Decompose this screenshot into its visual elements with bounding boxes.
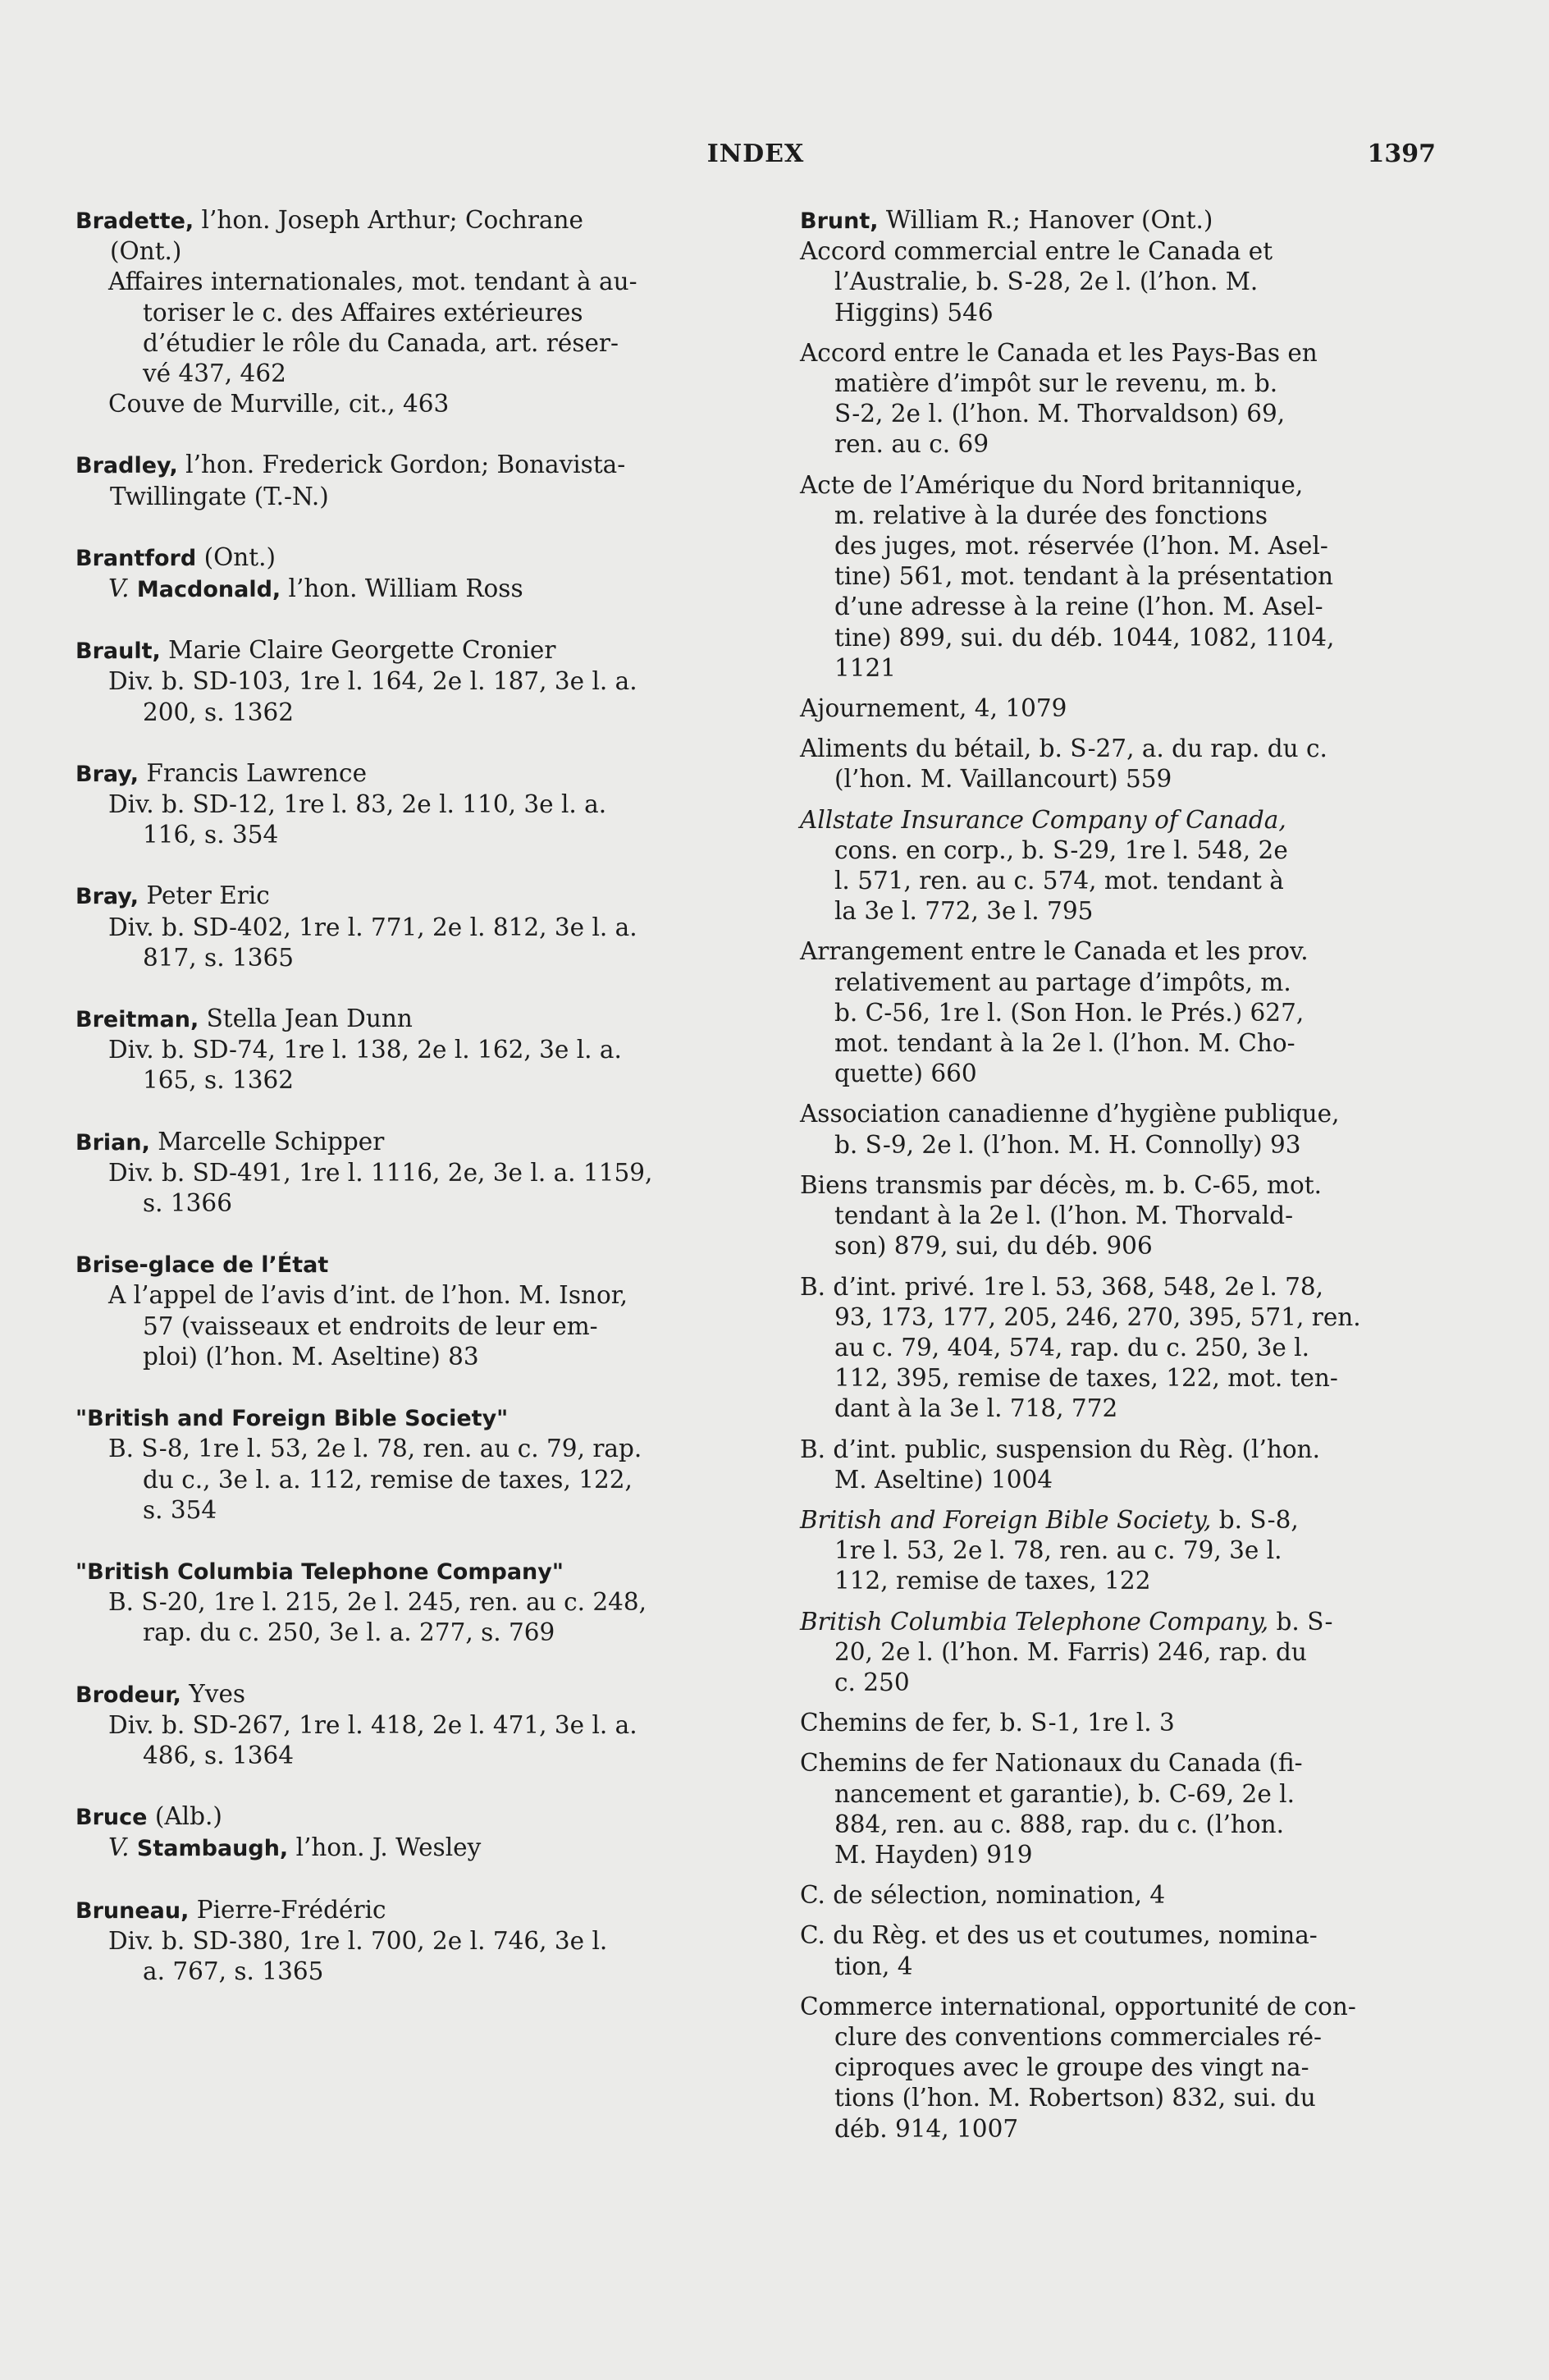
entry-subitem — [800, 1272, 1436, 1425]
see-reference-name: Stambaugh, — [136, 1836, 289, 1862]
entry-subitem-line: Div. b. SD-402, 1re l. 771, 2e l. 812, 3e l. a. — [108, 913, 637, 941]
entry-subitem-line: Chemins de fer, b. S-1, 1re l. 3 — [800, 1709, 1175, 1737]
entry-subitem-line: 1121 — [834, 653, 897, 682]
entry-subitem-line: 486, s. 1364 — [143, 1741, 295, 1769]
entry-subitem-line: toriser le c. des Affaires extérieures — [143, 298, 583, 327]
entry-subitem-line: nancement et garantie), b. C-69, 2e l. — [834, 1779, 1295, 1808]
entry-subitem-line: A l’appel de l’avis d’int. de l’hon. M. Isnor, — [108, 1281, 628, 1310]
entry-subitem — [800, 236, 1436, 328]
entry-subitem-line: 112, 395, remise de taxes, 122, mot. ten- — [834, 1364, 1338, 1393]
entry-subitem-line: s. 354 — [143, 1495, 217, 1524]
entry-subitem-line: Chemins de fer Nationaux du Canada (fi- — [800, 1749, 1303, 1778]
entry-keyword: Breitman, — [75, 1007, 199, 1033]
entry-heading-continuation: (Ont.) — [110, 237, 182, 266]
entry-subitem-line: B. d’int. public, suspension du Règ. (l’hon. — [800, 1435, 1321, 1463]
entry-keyword: Brault, — [75, 638, 161, 665]
entry-subitem — [108, 1833, 748, 1864]
entry-keyword: Brodeur, — [75, 1682, 181, 1708]
entry-heading — [75, 1556, 748, 1587]
entry-subitem-line: dant à la 3e l. 718, 772 — [834, 1394, 1118, 1423]
entry-keyword: "British and Foreign Bible Society" — [75, 1406, 509, 1432]
entry-subitem — [800, 1099, 1436, 1160]
index-entry — [75, 1403, 748, 1526]
entry-subitem-line — [800, 1505, 1436, 1536]
entry-subitem — [108, 1926, 748, 1987]
page-title: INDEX — [706, 140, 805, 168]
entry-subitem-line: ren. au c. 69 — [834, 430, 989, 459]
company-name: British and Foreign Bible Society, — [800, 1505, 1212, 1534]
entry-subitem-line: Commerce international, opportunité de con- — [800, 1992, 1356, 2021]
entry-subitem-line: Div. b. SD-103, 1re l. 164, 2e l. 187, 3e l. a. — [108, 667, 637, 696]
see-reference: V. — [108, 1833, 137, 1862]
entry-subitem-line: m. relative à la durée des fonctions — [834, 501, 1268, 529]
entry-subitem — [108, 1710, 748, 1771]
entry-heading-text: l’hon. Frederick Gordon; Bonavista- — [177, 451, 626, 479]
index-entry — [75, 1679, 748, 1772]
entry-subitem — [800, 1170, 1436, 1262]
entry-subitem — [800, 1505, 1436, 1597]
entry-heading-text: l’hon. Joseph Arthur; Cochrane — [194, 206, 583, 234]
entry-subitem-line: cons. en corp., b. S-29, 1re l. 548, 2e — [834, 835, 1288, 864]
entry-heading-text: (Alb.) — [147, 1802, 222, 1831]
entry-subitem-line: Couve de Murville, cit., 463 — [108, 390, 450, 419]
index-entry — [75, 1895, 748, 1988]
entry-subitem — [108, 1158, 748, 1219]
entry-subitem-line: d’étudier le rôle du Canada, art. réser- — [143, 328, 619, 357]
entry-subitem-line: 93, 173, 177, 205, 246, 270, 395, 571, ren. — [834, 1302, 1361, 1331]
entry-subitem-line: matière d’impôt sur le revenu, m. b. — [834, 369, 1278, 398]
entry-heading — [800, 205, 1436, 236]
see-reference-text: l’hon. J. Wesley — [288, 1833, 482, 1862]
index-entry — [75, 450, 748, 511]
entry-subitem-line: ciproques avec le groupe des vingt na- — [834, 2053, 1309, 2082]
entry-subitem-line: M. Hayden) 919 — [834, 1840, 1033, 1869]
entry-subitem-line — [108, 1833, 748, 1864]
entry-subitem-line: Biens transmis par décès, m. b. C-65, mot. — [800, 1170, 1323, 1199]
entry-keyword: Brantford — [75, 545, 197, 571]
entry-subitem-line: Association canadienne d’hygiène publique, — [800, 1100, 1340, 1128]
entry-subitem — [800, 1607, 1436, 1699]
entry-subitem-line: mot. tendant à la 2e l. (l’hon. M. Cho- — [834, 1029, 1295, 1058]
entry-heading — [75, 450, 748, 481]
index-entry — [75, 205, 748, 419]
entry-heading-continuation: Twillingate (T.-N.) — [110, 482, 329, 510]
entry-subitem-line: Higgins) 546 — [834, 298, 994, 327]
entry-keyword: Brise-glace de l’État — [75, 1252, 329, 1279]
entry-subitem — [800, 936, 1436, 1089]
entry-subitem-line: déb. 914, 1007 — [834, 2114, 1019, 2143]
company-name: Allstate Insurance Company of Canada, — [800, 805, 1286, 834]
entry-keyword: Bruneau, — [75, 1897, 190, 1924]
entry-heading — [75, 1403, 748, 1434]
entry-subitem-line: Acte de l’Amérique du Nord britannique, — [800, 470, 1304, 499]
entry-subitem-line: quette) 660 — [834, 1060, 977, 1088]
entry-subitem-line: B. d’int. privé. 1re l. 53, 368, 548, 2e l. 78, — [800, 1272, 1324, 1301]
entry-subitem-line: relativement au partage d’impôts, m. — [834, 968, 1291, 996]
entry-subitem — [800, 1435, 1436, 1495]
index-entry — [75, 1127, 748, 1220]
entry-heading-text: (Ont.) — [196, 542, 276, 571]
left-column — [75, 205, 748, 2017]
entry-subitem-line: 20, 2e l. (l’hon. M. Farris) 246, rap. du — [834, 1637, 1307, 1666]
entry-heading-text: Peter Eric — [139, 881, 270, 910]
entry-heading-text: William R.; Hanover (Ont.) — [878, 206, 1213, 234]
entry-subitem-line: s. 1366 — [143, 1189, 232, 1218]
index-entry — [75, 881, 748, 973]
entry-subitem — [108, 389, 748, 419]
entry-heading-text: Pierre-Frédéric — [189, 1895, 386, 1924]
entry-subitem-line: tion, 4 — [834, 1952, 913, 1980]
right-column — [800, 205, 1436, 2154]
entry-keyword: Bradley, — [75, 453, 178, 479]
entry-subitem-line: tions (l’hon. M. Robertson) 832, sui. du — [834, 2084, 1316, 2112]
entry-subitem-line: 165, s. 1362 — [143, 1066, 295, 1095]
entry-subitem-line: son) 879, sui, du déb. 906 — [834, 1232, 1153, 1261]
entry-subitem — [800, 1992, 1436, 2144]
entry-subitem-line: 884, ren. au c. 888, rap. du c. (l’hon. — [834, 1810, 1284, 1838]
entry-subitem — [800, 693, 1436, 724]
entry-subitem-line: d’une adresse à la reine (l’hon. M. Asel- — [834, 593, 1323, 621]
entry-subitem-line: Affaires internationales, mot. tendant à au- — [108, 268, 637, 296]
entry-subitem-line: 200, s. 1362 — [143, 698, 295, 726]
entry-keyword: Brunt, — [800, 208, 879, 234]
entry-subitem — [800, 1708, 1436, 1738]
entry-subitem-line: Div. b. SD-12, 1re l. 83, 2e l. 110, 3e l. a. — [108, 790, 607, 819]
entry-subitem-line: a. 767, s. 1365 — [143, 1957, 324, 1985]
entry-heading — [75, 542, 748, 574]
entry-heading — [75, 1895, 748, 1926]
entry-subitem — [108, 1035, 748, 1096]
entry-subitem-line: 1re l. 53, 2e l. 78, ren. au c. 79, 3e l. — [834, 1536, 1282, 1565]
entry-heading — [75, 205, 748, 236]
entry-subitem-line: C. de sélection, nomination, 4 — [800, 1881, 1166, 1910]
entry-heading-text: Francis Lawrence — [139, 758, 368, 787]
page-number: 1397 — [1367, 140, 1436, 168]
index-entry — [75, 635, 748, 728]
entry-subitem-line: Accord entre le Canada et les Pays-Bas en — [800, 338, 1318, 367]
entry-subitem-line: rap. du c. 250, 3e l. a. 277, s. 769 — [143, 1618, 555, 1647]
entry-subitem — [800, 338, 1436, 460]
see-reference-name: Macdonald, — [136, 577, 281, 603]
entry-subitem — [108, 790, 748, 850]
entry-heading — [75, 758, 748, 790]
entry-subitem-line: 57 (vaisseaux et endroits de leur em- — [143, 1311, 598, 1340]
entry-subitem-line: B. S-20, 1re l. 215, 2e l. 245, ren. au c. 248, — [108, 1588, 647, 1617]
index-entry — [75, 542, 748, 605]
subitem-text: b. S-8, — [1211, 1505, 1299, 1534]
entry-subitem-line: clure des conventions commerciales ré- — [834, 2022, 1322, 2051]
entry-subitem — [800, 805, 1436, 927]
entry-subitem-line: Div. b. SD-267, 1re l. 418, 2e l. 471, 3e l. a. — [108, 1710, 637, 1739]
entry-heading — [75, 635, 748, 666]
entry-subitem-line — [800, 805, 1436, 835]
entry-subitem-line: B. S-8, 1re l. 53, 2e l. 78, ren. au c. 79, rap. — [108, 1435, 642, 1463]
entry-subitem-line: 817, s. 1365 — [143, 943, 295, 972]
entry-keyword: Bray, — [75, 884, 139, 910]
index-entry — [75, 758, 748, 851]
entry-subitem-line: Div. b. SD-74, 1re l. 138, 2e l. 162, 3e l. a. — [108, 1036, 622, 1064]
entry-subitem-line: S-2, 2e l. (l’hon. M. Thorvaldson) 69, — [834, 400, 1286, 428]
entry-subitem-line: tendant à la 2e l. (l’hon. M. Thorvald- — [834, 1201, 1294, 1230]
entry-subitem — [108, 267, 748, 389]
entry-subitem-line: l’Australie, b. S-28, 2e l. (l’hon. M. — [834, 268, 1259, 296]
entry-subitem-line — [800, 1607, 1436, 1637]
company-name: British Columbia Telephone Company, — [800, 1607, 1269, 1636]
entry-heading — [75, 881, 748, 912]
page-header — [75, 140, 1436, 181]
subitem-text: b. S- — [1268, 1607, 1333, 1636]
entry-keyword: Bradette, — [75, 208, 194, 234]
entry-subitem — [800, 734, 1436, 794]
entry-subitem-line: c. 250 — [834, 1668, 910, 1696]
index-entry — [75, 1556, 748, 1649]
entry-subitem-line: ploi) (l’hon. M. Aseltine) 83 — [143, 1342, 479, 1371]
entry-subitem-line: Arrangement entre le Canada et les prov. — [800, 937, 1309, 966]
entry-subitem-line: Div. b. SD-380, 1re l. 700, 2e l. 746, 3e l. — [108, 1926, 608, 1955]
entry-subitem — [800, 470, 1436, 684]
entry-subitem — [800, 1920, 1436, 1981]
entry-keyword: Brian, — [75, 1129, 150, 1156]
entry-subitem-line: tine) 561, mot. tendant à la présentation — [834, 562, 1333, 591]
entry-subitem — [108, 1587, 748, 1648]
entry-subitem-line: 116, s. 354 — [143, 821, 279, 849]
index-entry — [75, 1004, 748, 1096]
entry-subitem — [108, 574, 748, 605]
entry-subitem — [108, 913, 748, 973]
see-reference: V. — [108, 574, 137, 603]
entry-subitem-line: du c., 3e l. a. 112, remise de taxes, 122, — [143, 1465, 633, 1494]
entry-subitem-line: des juges, mot. réservée (l’hon. M. Asel- — [834, 532, 1328, 561]
entry-heading — [75, 1249, 748, 1280]
entry-subitem-line: b. S-9, 2e l. (l’hon. M. H. Connolly) 93 — [834, 1130, 1301, 1159]
entry-subitem-line: Div. b. SD-491, 1re l. 1116, 2e, 3e l. a. 1159, — [108, 1158, 653, 1187]
entry-keyword: Bray, — [75, 761, 139, 787]
see-reference-text: l’hon. William Ross — [281, 574, 523, 603]
entry-subitem-line: M. Aseltine) 1004 — [834, 1465, 1053, 1494]
entry-subitem-line: (l’hon. M. Vaillancourt) 559 — [834, 765, 1172, 794]
entry-subitem — [800, 1748, 1436, 1870]
entry-subitem-line: l. 571, ren. au c. 574, mot. tendant à — [834, 867, 1284, 895]
entry-subitem — [108, 1280, 748, 1372]
entry-subitem — [108, 1434, 748, 1526]
entry-subitem — [800, 1880, 1436, 1911]
entry-subitem — [108, 666, 748, 727]
index-entry — [75, 1801, 748, 1864]
entry-heading-text: Yves — [180, 1679, 246, 1708]
entry-heading-text: Stella Jean Dunn — [199, 1005, 413, 1033]
entry-subitem-line — [108, 574, 748, 605]
entry-subitem-line: 112, remise de taxes, 122 — [834, 1567, 1151, 1595]
entry-subitem-line: Accord commercial entre le Canada et — [800, 237, 1273, 266]
entry-subitem-line: Aliments du bétail, b. S-27, a. du rap. du c. — [800, 735, 1327, 763]
entry-subitem-line: vé 437, 462 — [143, 359, 286, 388]
entry-heading — [75, 1679, 748, 1710]
entry-subitem-line: au c. 79, 404, 574, rap. du c. 250, 3e l. — [834, 1333, 1309, 1362]
entry-keyword: "British Columbia Telephone Company" — [75, 1558, 564, 1585]
entry-subitem-line: tine) 899, sui. du déb. 1044, 1082, 1104, — [834, 623, 1335, 652]
entry-heading-text: Marcelle Schipper — [149, 1127, 385, 1156]
entry-heading — [75, 1801, 748, 1833]
entry-subitem-line: C. du Règ. et des us et coutumes, nomina- — [800, 1921, 1318, 1950]
entry-subitem-line: la 3e l. 772, 3e l. 795 — [834, 897, 1094, 926]
entry-subitem-line: b. C-56, 1re l. (Son Hon. le Prés.) 627, — [834, 998, 1305, 1027]
index-entry — [75, 1249, 748, 1372]
entry-heading-text: Marie Claire Georgette Cronier — [160, 636, 556, 665]
entry-keyword: Bruce — [75, 1805, 148, 1831]
entry-subitem-line: Ajournement, 4, 1079 — [800, 694, 1067, 723]
entry-heading — [75, 1127, 748, 1158]
entry-heading — [75, 1004, 748, 1035]
